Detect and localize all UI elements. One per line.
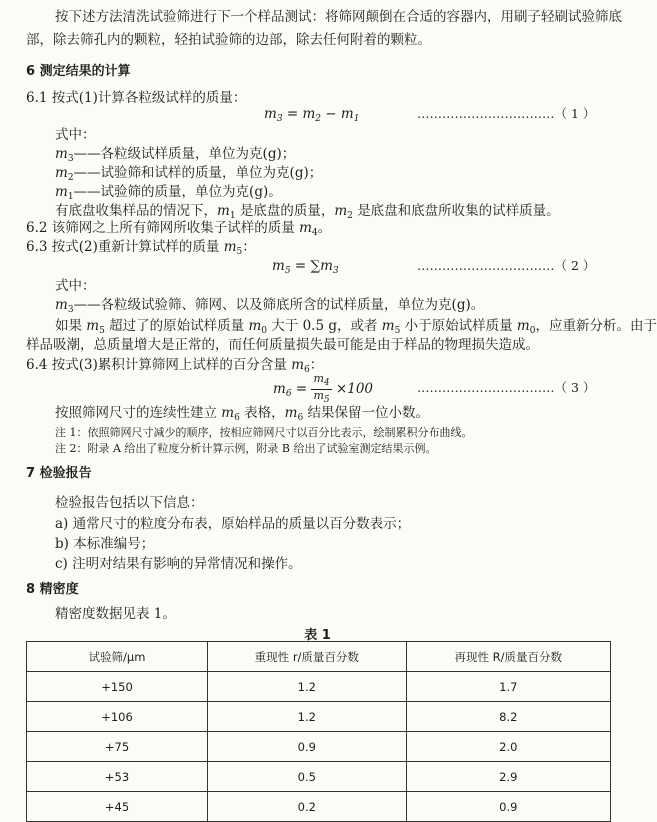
section-heading-6: 6 测定结果的计算 bbox=[26, 64, 131, 79]
tray-note: 有底盘收集样品的情况下，$m_1$ 是底盘的质量，$m_2$ 是底盘和底盘所收集的试样质量。 bbox=[55, 203, 560, 221]
table-cell: +45 bbox=[27, 792, 208, 822]
definition-m1: $m_1——$试验筛的质量，单位为克(g)。 bbox=[55, 184, 282, 202]
where-label: 式中： bbox=[55, 127, 96, 143]
table-cell: 1.7 bbox=[406, 672, 610, 702]
definition-m2: $m_2——$试验筛和试样的质量，单位为克(g)； bbox=[55, 165, 323, 183]
table-cell: 1.2 bbox=[208, 702, 407, 732]
report-item-c: c) 注明对结果有影响的异常情况和操作。 bbox=[55, 556, 302, 572]
formula-number-2: ……………………………（ 2 ） bbox=[417, 258, 596, 273]
table-row bbox=[27, 672, 611, 702]
table-caption: 表 1 bbox=[304, 628, 331, 643]
note-2: 注 2：附录 A 给出了粒度分析计算示例，附录 B 给出了试验室测定结果示例。 bbox=[55, 442, 437, 455]
table-cell: +106 bbox=[27, 702, 208, 732]
column-header-repeatability: 重现性 r/质量百分数 bbox=[208, 642, 407, 672]
table-cell: 0.9 bbox=[406, 792, 610, 822]
clause-6-1: 6.1 按式(1)计算各粒级试样的质量： bbox=[26, 90, 247, 106]
formula-number-3: ……………………………（ 3 ） bbox=[417, 380, 596, 395]
definition-m3: $m_3——$各粒级试样质量，单位为克(g)； bbox=[55, 146, 296, 164]
formula-number-1: ……………………………（ 1 ） bbox=[417, 106, 596, 121]
clause-6-3: 6.3 按式(2)重新计算试样的质量 $m_5$： bbox=[26, 239, 256, 257]
table-row bbox=[27, 732, 611, 762]
definition-m3-total: $m_3——$各粒级试验筛、筛网、以及筛底所含的试样质量，单位为克(g)。 bbox=[55, 297, 485, 315]
table-row bbox=[27, 762, 611, 792]
report-intro: 检验报告包括以下信息： bbox=[55, 495, 204, 511]
paragraph-line: 按下述方法清洗试验筛进行下一个样品测试：将筛网颠倒在合适的容器内，用刷子轻刷试验筛底 bbox=[55, 9, 622, 25]
formula-2: $m_5 = \sum m_3$ bbox=[272, 258, 339, 276]
paragraph-line: 样品吸潮，总质量增大是正常的，而任何质量损失最可能是由于样品的物理损失造成。 bbox=[26, 337, 539, 353]
formula-3: $m_6$ = $\frac{m_4}{m_5}$ ×100 bbox=[273, 372, 373, 405]
table-cell: +53 bbox=[27, 762, 208, 792]
table-header-row bbox=[27, 642, 611, 672]
table-row bbox=[27, 792, 611, 822]
precision-intro: 精密度数据见表 1。 bbox=[55, 606, 176, 622]
table-row bbox=[27, 702, 611, 732]
clause-6-2: 6.2 该筛网之上所有筛网所收集子试样的质量 $m_4$。 bbox=[26, 220, 332, 238]
build-table-note: 按照筛网尺寸的连续性建立 $m_6$ 表格，$m_6$ 结果保留一位小数。 bbox=[55, 405, 429, 423]
paragraph-line: 部，除去筛孔内的颗粒，轻拍试验筛的边部，除去任何附着的颗粒。 bbox=[26, 32, 431, 48]
table-cell: +150 bbox=[27, 672, 208, 702]
section-heading-7: 7 检验报告 bbox=[26, 466, 92, 481]
where-label: 式中： bbox=[55, 278, 96, 294]
table-cell: 0.5 bbox=[208, 762, 407, 792]
reanalysis-condition: 如果 $m_5$ 超过了的原始试样质量 $m_0$ 大于 0.5 g，或者 $m_5$ 小于原始试样质量 $m_0$，应重新分析。由于 bbox=[55, 318, 657, 336]
report-item-a: a) 通常尺寸的粒度分布表，原始样品的质量以百分数表示； bbox=[55, 516, 411, 532]
table-cell: 8.2 bbox=[406, 702, 610, 732]
section-heading-8: 8 精密度 bbox=[26, 582, 79, 597]
table-cell: 1.2 bbox=[208, 672, 407, 702]
table-cell: 2.9 bbox=[406, 762, 610, 792]
table-cell: 0.9 bbox=[208, 732, 407, 762]
table-cell: 2.0 bbox=[406, 732, 610, 762]
formula-1: $m_3 = m_2 - m_1$ bbox=[264, 106, 360, 124]
report-item-b: b) 本标准编号； bbox=[55, 536, 155, 552]
table-cell: 0.2 bbox=[208, 792, 407, 822]
column-header-reproducibility: 再现性 R/质量百分数 bbox=[406, 642, 610, 672]
clause-6-4: 6.4 按式(3)累积计算筛网上试样的百分含量 $m_6$： bbox=[26, 357, 324, 375]
table-cell: +75 bbox=[27, 732, 208, 762]
precision-table bbox=[26, 641, 611, 822]
column-header-sieve: 试验筛/μm bbox=[27, 642, 208, 672]
note-1: 注 1：依照筛网尺寸减少的顺序，按相应筛网尺寸以百分比表示，绘制累积分布曲线。 bbox=[55, 426, 473, 439]
